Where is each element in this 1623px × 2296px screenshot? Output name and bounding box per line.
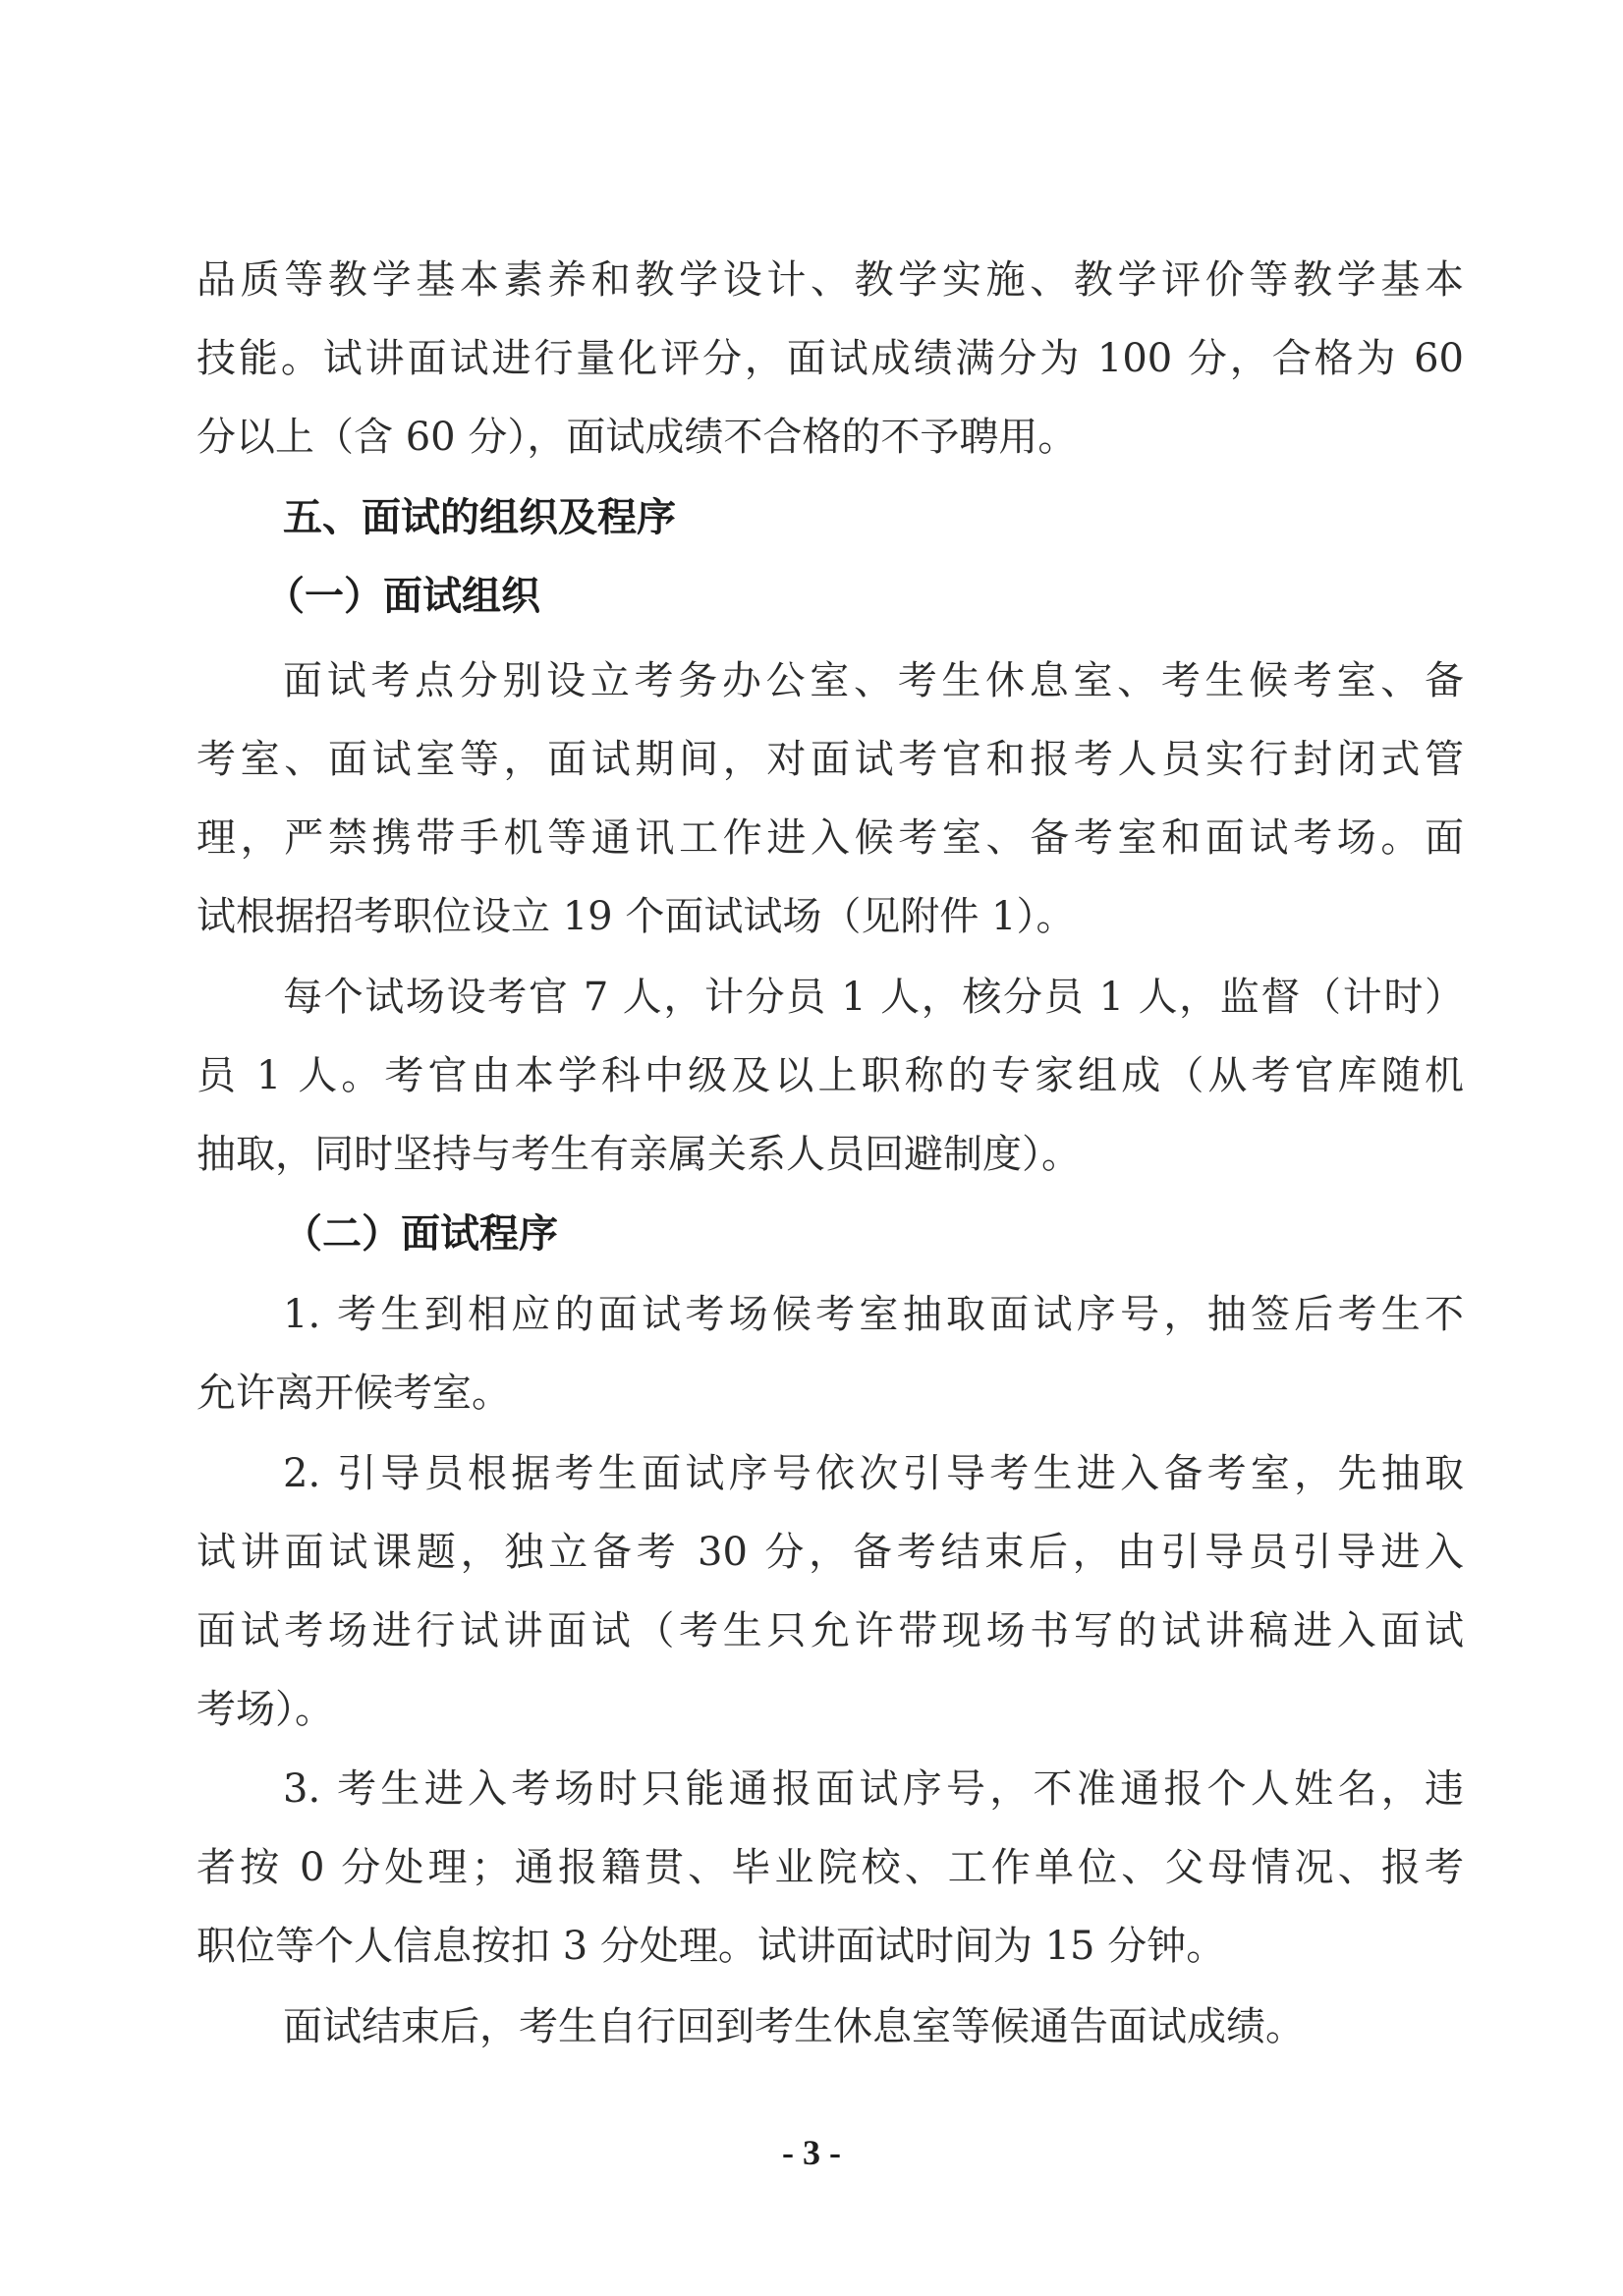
paragraph-line: 面试考场进行试讲面试（考生只允许带现场书写的试讲稿进入面试 — [196, 1608, 1464, 1653]
paragraph-line: 职位等个人信息按扣 3 分处理。试讲面试时间为 15 分钟。 — [196, 1924, 1226, 1969]
subsection-heading: （二）面试程序 — [283, 1210, 558, 1257]
paragraph-line: 试根据招考职位设立 19 个面试试场（见附件 1）。 — [196, 894, 1076, 939]
paragraph-line: 3. 考生进入考场时只能通报面试序号，不准通报个人姓名，违 — [283, 1766, 1464, 1812]
section-heading: 五、面试的组织及程序 — [283, 494, 676, 540]
page-number: - 3 - — [782, 2133, 841, 2172]
paragraph-line: 品质等教学基本素养和教学设计、教学实施、教学评价等教学基本 — [196, 257, 1464, 303]
paragraph-line: 员 1 人。考官由本学科中级及以上职称的专家组成（从考官库随机 — [196, 1053, 1464, 1098]
paragraph-line: 试讲面试课题，独立备考 30 分，备考结束后，由引导员引导进入 — [196, 1530, 1464, 1575]
paragraph-line: 技能。试讲面试进行量化评分，面试成绩满分为 100 分，合格为 60 — [196, 336, 1464, 381]
paragraph-line: 理，严禁携带手机等通讯工作进入候考室、备考室和面试考场。面 — [196, 815, 1464, 861]
subsection-heading: （一）面试组织 — [265, 573, 540, 619]
paragraph-line: 面试结束后，考生自行回到考生休息室等候通告面试成绩。 — [283, 2004, 1305, 2049]
paragraph-line: 2. 引导员根据考生面试序号依次引导考生进入备考室，先抽取 — [283, 1451, 1464, 1496]
paragraph-line: 考场）。 — [196, 1687, 334, 1732]
paragraph-line: 允许离开候考室。 — [196, 1371, 511, 1416]
paragraph-line: 分以上（含 60 分），面试成绩不合格的不予聘用。 — [196, 415, 1078, 460]
paragraph-line: 者按 0 分处理；通报籍贯、毕业院校、工作单位、父母情况、报考 — [196, 1845, 1464, 1890]
paragraph-line: 每个试场设考官 7 人，计分员 1 人，核分员 1 人，监督（计时） — [283, 975, 1464, 1020]
paragraph-line: 面试考点分别设立考务办公室、考生休息室、考生候考室、备 — [283, 658, 1464, 703]
paragraph-line: 抽取，同时坚持与考生有亲属关系人员回避制度）。 — [196, 1132, 1081, 1177]
paragraph-line: 考室、面试室等，面试期间，对面试考官和报考人员实行封闭式管 — [196, 737, 1464, 782]
paragraph-line: 1. 考生到相应的面试考场候考室抽取面试序号，抽签后考生不 — [283, 1292, 1464, 1337]
